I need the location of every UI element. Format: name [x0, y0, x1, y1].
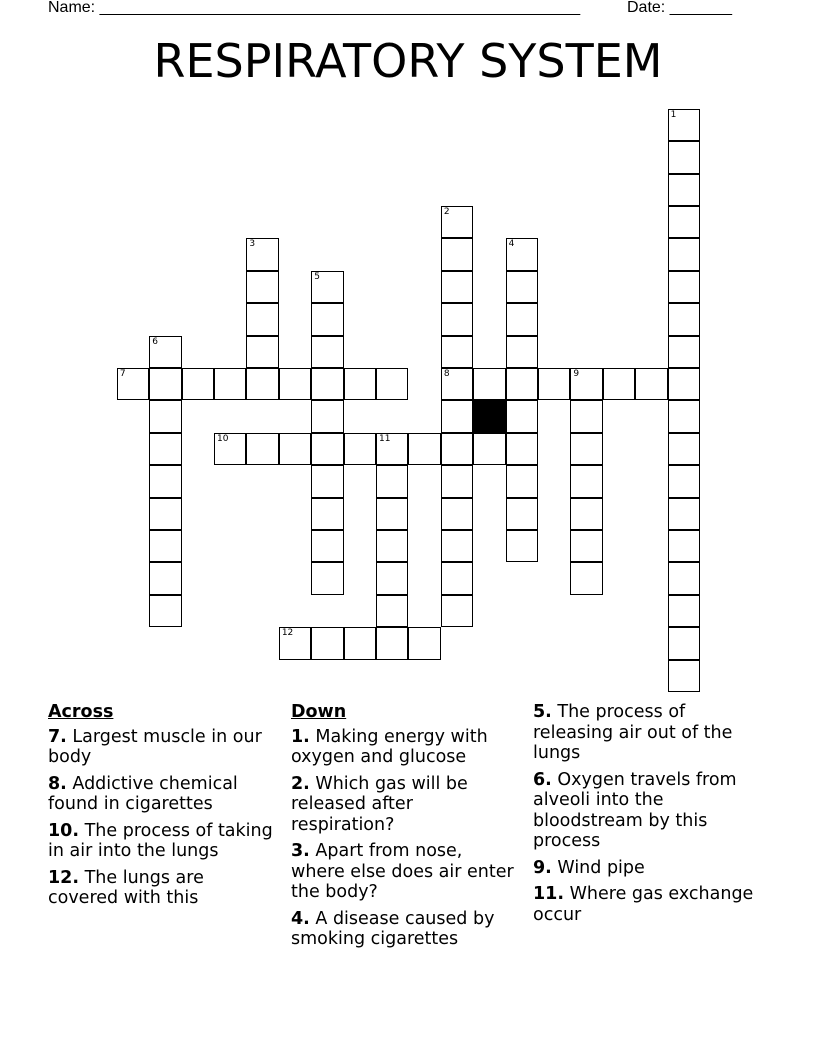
grid-cell[interactable]	[149, 562, 181, 594]
clue-number-label: 7	[119, 369, 126, 379]
clue-text: The process of taking in air into the lungs	[48, 820, 273, 861]
clue-down-3	[291, 841, 516, 903]
clue-number-label: 3	[249, 239, 256, 250]
grid-cell[interactable]	[311, 498, 343, 530]
grid-cell[interactable]	[214, 368, 246, 400]
grid-cell[interactable]	[570, 530, 602, 562]
grid-cell[interactable]	[570, 465, 602, 497]
clue-number-label: 9	[573, 369, 580, 379]
grid-cell[interactable]	[441, 206, 473, 238]
grid-cell[interactable]	[441, 238, 473, 270]
clue-number-label: 2	[443, 207, 450, 217]
grid-cell[interactable]	[441, 368, 473, 400]
grid-cell[interactable]	[311, 303, 343, 335]
grid-cell[interactable]	[246, 271, 278, 303]
grid-cell[interactable]	[376, 595, 408, 627]
grid-cell[interactable]	[344, 368, 376, 400]
clue-text: Which gas will be released after respiration?	[291, 773, 468, 835]
name-field-label[interactable]: Name: ______________________________________________________	[48, 0, 581, 16]
grid-cell[interactable]	[506, 271, 538, 303]
grid-cell[interactable]	[279, 627, 311, 659]
grid-cell[interactable]	[376, 368, 408, 400]
grid-cell[interactable]	[149, 498, 181, 530]
grid-cell[interactable]	[668, 368, 700, 400]
grid-cell[interactable]	[570, 368, 602, 400]
grid-cell[interactable]	[344, 433, 376, 465]
clue-down-11	[533, 884, 758, 925]
clue-number: 8.	[48, 773, 67, 794]
clue-number: 2.	[291, 773, 310, 794]
grid-cell[interactable]	[506, 530, 538, 562]
grid-cell[interactable]	[668, 336, 700, 368]
clue-number: 6.	[533, 769, 552, 790]
grid-cell[interactable]	[246, 433, 278, 465]
across-heading: Across	[48, 702, 114, 722]
clue-number-label: 8	[443, 369, 450, 379]
grid-cell[interactable]	[668, 238, 700, 270]
grid-cell[interactable]	[473, 368, 505, 400]
grid-cell[interactable]	[246, 368, 278, 400]
clue-number-label: 1	[670, 109, 677, 120]
clue-number-label: 6	[152, 336, 158, 347]
clue-number: 12.	[48, 867, 80, 888]
down-clues-continued	[533, 702, 758, 931]
grid-cell[interactable]	[149, 368, 181, 400]
clue-down-5	[533, 702, 758, 764]
clue-number-label: 5	[314, 271, 320, 282]
grid-cell[interactable]	[376, 498, 408, 530]
grid-cell[interactable]	[376, 433, 408, 465]
clue-number: 4.	[291, 908, 310, 929]
grid-cell[interactable]	[376, 530, 408, 562]
clue-number-label: 4	[508, 239, 515, 250]
grid-cell[interactable]	[441, 498, 473, 530]
clue-down-1	[291, 727, 516, 768]
clue-across-8	[48, 774, 273, 815]
grid-cell[interactable]	[441, 336, 473, 368]
grid-cell[interactable]	[311, 336, 343, 368]
clue-number-label: 11	[379, 433, 391, 444]
grid-cell[interactable]	[668, 174, 700, 206]
clue-text: Largest muscle in our body	[48, 726, 262, 767]
grid-cell[interactable]	[246, 303, 278, 335]
grid-cell[interactable]	[311, 400, 343, 432]
grid-cell[interactable]	[570, 562, 602, 594]
grid-cell[interactable]	[668, 271, 700, 303]
grid-cell[interactable]	[441, 433, 473, 465]
grid-cell[interactable]	[311, 465, 343, 497]
clue-across-7	[48, 727, 273, 768]
clue-number: 7.	[48, 726, 67, 747]
grid-cell[interactable]	[473, 433, 505, 465]
grid-cell[interactable]	[668, 627, 700, 659]
grid-cell[interactable]	[311, 530, 343, 562]
clue-across-12	[48, 868, 273, 909]
grid-cell[interactable]	[279, 368, 311, 400]
clue-text: Where gas exchange occur	[533, 884, 754, 925]
grid-cell[interactable]	[149, 336, 181, 368]
grid-cell[interactable]	[506, 498, 538, 530]
grid-cell[interactable]	[635, 368, 667, 400]
grid-cell[interactable]	[149, 595, 181, 627]
grid-cell[interactable]	[668, 303, 700, 335]
grid-cell[interactable]	[149, 465, 181, 497]
grid-cell[interactable]	[668, 660, 700, 692]
grid-cell[interactable]	[311, 562, 343, 594]
clue-text: A disease caused by smoking cigarettes	[291, 908, 495, 949]
grid-cell[interactable]	[408, 627, 440, 659]
grid-cell[interactable]	[668, 595, 700, 627]
grid-cell[interactable]	[408, 433, 440, 465]
clue-number-label: 12	[281, 628, 294, 639]
clue-number: 10.	[48, 820, 80, 841]
clue-number: 3.	[291, 841, 310, 861]
grid-cell[interactable]	[668, 530, 700, 562]
grid-cell[interactable]	[668, 400, 700, 432]
grid-cell[interactable]	[668, 206, 700, 238]
down-clues	[291, 702, 516, 956]
page-title: RESPIRATORY SYSTEM	[153, 34, 663, 88]
clue-number: 5.	[533, 702, 552, 722]
grid-cell[interactable]	[311, 271, 343, 303]
grid-cell[interactable]	[441, 530, 473, 562]
grid-cell[interactable]	[246, 238, 278, 270]
grid-cell[interactable]	[441, 303, 473, 335]
clue-down-4	[291, 909, 516, 950]
clue-text: Addictive chemical found in cigarettes	[48, 773, 238, 814]
grid-cell[interactable]	[668, 109, 700, 141]
grid-cell[interactable]	[506, 368, 538, 400]
date-field-label[interactable]: Date: _______	[627, 0, 732, 16]
grid-cell[interactable]	[570, 400, 602, 432]
clue-number: 1.	[291, 726, 310, 747]
grid-cell[interactable]	[149, 433, 181, 465]
clue-text: Wind pipe	[557, 857, 645, 878]
grid-cell[interactable]	[570, 433, 602, 465]
grid-cell[interactable]	[668, 498, 700, 530]
grid-cell[interactable]	[311, 627, 343, 659]
clue-number: 11.	[533, 884, 565, 904]
grid-cell[interactable]	[603, 368, 635, 400]
grid-cell[interactable]	[441, 400, 473, 432]
grid-cell[interactable]	[149, 530, 181, 562]
clue-down-6	[533, 770, 758, 852]
clue-across-10	[48, 821, 273, 862]
clue-text: Apart from nose, where else does air enter the body?	[291, 841, 514, 902]
grid-cell[interactable]	[214, 433, 246, 465]
grid-cell[interactable]	[668, 562, 700, 594]
clue-text: The process of releasing air out of the lungs	[533, 702, 733, 763]
grid-cell[interactable]	[149, 400, 181, 432]
grid-cell[interactable]	[441, 271, 473, 303]
grid-cell[interactable]	[376, 562, 408, 594]
clue-number-label: 10	[217, 433, 229, 444]
grid-cell[interactable]	[344, 627, 376, 659]
grid-cell[interactable]	[570, 498, 602, 530]
grid-cell[interactable]	[246, 336, 278, 368]
grid-cell[interactable]	[506, 433, 538, 465]
grid-cell[interactable]	[311, 368, 343, 400]
black-cell	[473, 400, 505, 432]
grid-cell[interactable]	[668, 465, 700, 497]
grid-cell[interactable]	[311, 433, 343, 465]
grid-cell[interactable]	[506, 336, 538, 368]
grid-cell[interactable]	[538, 368, 570, 400]
clue-text: Making energy with oxygen and glucose	[291, 726, 488, 767]
grid-cell[interactable]	[279, 433, 311, 465]
clue-down-2	[291, 774, 516, 836]
clue-down-9	[533, 858, 758, 879]
grid-cell[interactable]	[668, 141, 700, 173]
grid-cell[interactable]	[506, 303, 538, 335]
grid-cell[interactable]	[376, 465, 408, 497]
grid-cell[interactable]	[441, 562, 473, 594]
clue-number: 9.	[533, 857, 552, 878]
clue-text: Oxygen travels from alveoli into the bloodstream by this process	[533, 769, 737, 851]
clue-text: The lungs are covered with this	[48, 867, 204, 908]
grid-cell[interactable]	[441, 465, 473, 497]
grid-cell[interactable]	[506, 400, 538, 432]
grid-cell[interactable]	[182, 368, 214, 400]
grid-cell[interactable]	[506, 465, 538, 497]
across-clues	[48, 702, 273, 915]
down-heading: Down	[291, 702, 347, 722]
grid-cell[interactable]	[117, 368, 149, 400]
grid-cell[interactable]	[668, 433, 700, 465]
grid-cell[interactable]	[441, 595, 473, 627]
grid-cell[interactable]	[506, 238, 538, 270]
grid-cell[interactable]	[376, 627, 408, 659]
